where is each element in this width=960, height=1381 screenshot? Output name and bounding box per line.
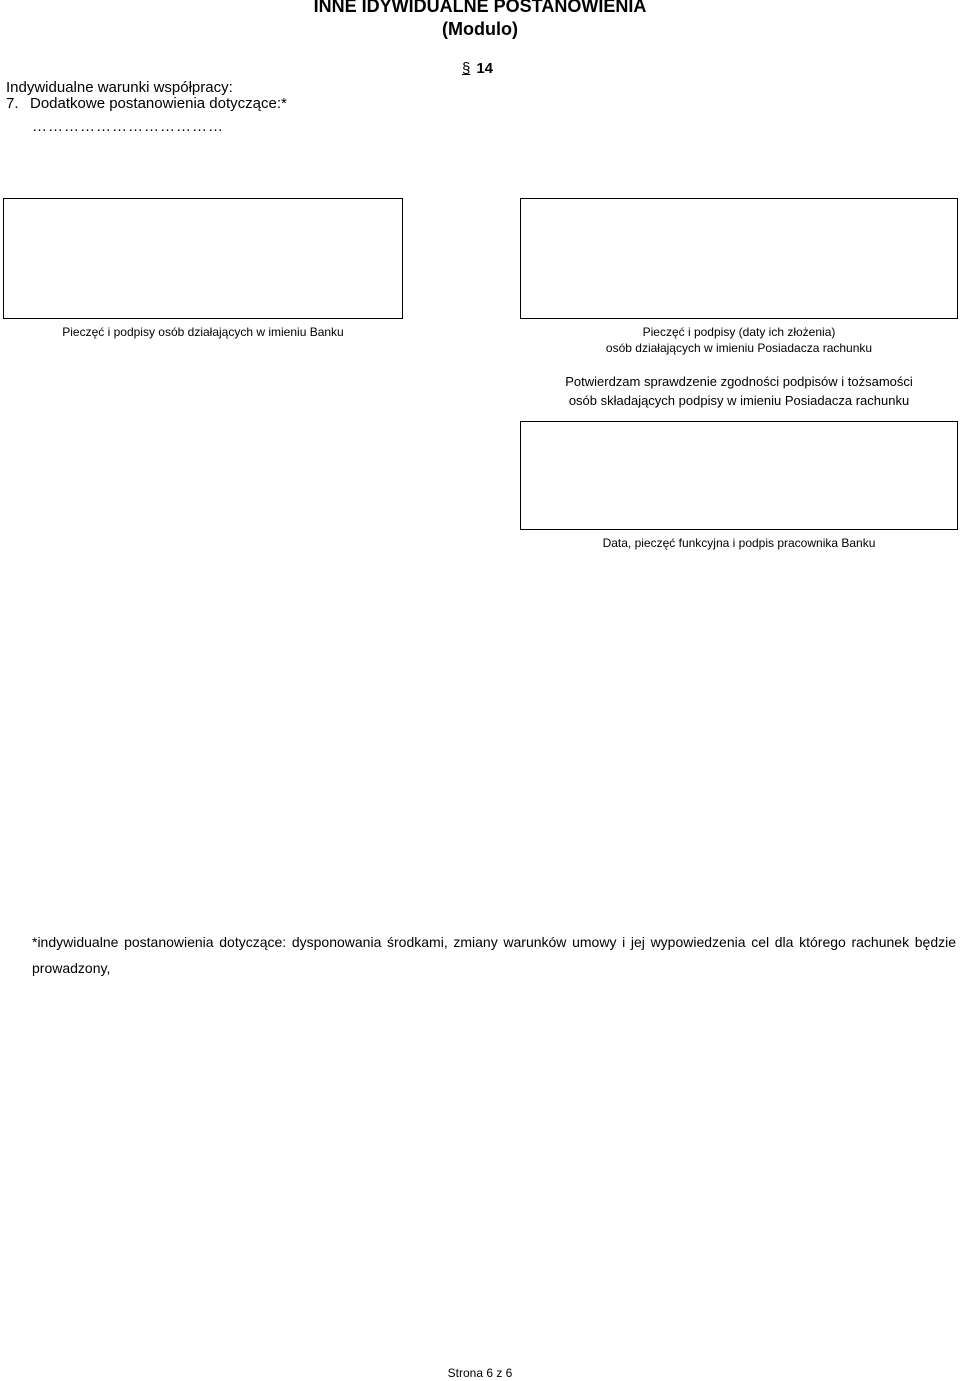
holder-signature-caption	[520, 324, 958, 356]
section-heading	[462, 60, 493, 77]
confirm-line1: Potwierdzam sprawdzenie zgodności podpisów i tożsamości	[565, 374, 913, 389]
document-title: INNE IDYWIDUALNE POSTANOWIENIA	[313, 0, 647, 16]
item-label: Dodatkowe postanowienia dotyczące:*	[30, 95, 287, 112]
employee-signature-caption: Data, pieczęć funkcyjna i podpis pracownika Banku	[602, 536, 876, 550]
bank-signature-caption: Pieczęć i podpisy osób działających w imieniu Banku	[62, 325, 344, 339]
page-number: Strona 6 z 6	[447, 1366, 513, 1380]
item-number: 7.	[6, 95, 19, 112]
footnote: *indywidualne postanowienia dotyczące: dysponowania środkami, zmiany warunków umowy i jej wypowiedzenia cel dla którego rachunek będzie prowadzony,	[32, 934, 956, 976]
employee-signature-box	[520, 421, 958, 530]
cooperation-label: Indywidualne warunki współpracy:	[6, 79, 233, 96]
bank-signature-box	[3, 198, 403, 319]
confirm-line2: osób składających podpisy w imieniu Posiadacza rachunku	[568, 393, 910, 408]
section-number: 14	[476, 60, 494, 77]
document-subtitle: (Modulo)	[442, 19, 518, 39]
section-symbol: §	[462, 60, 471, 77]
holder-caption-line2: osób działających w imieniu Posiadacza rachunku	[605, 341, 873, 355]
signature-confirmation-text	[520, 372, 958, 410]
holder-signature-box	[520, 198, 958, 319]
fill-in-dots: ………………………………	[32, 118, 224, 135]
holder-caption-line1: Pieczęć i podpisy (daty ich złożenia)	[642, 325, 836, 339]
additional-provisions-item	[6, 95, 287, 113]
